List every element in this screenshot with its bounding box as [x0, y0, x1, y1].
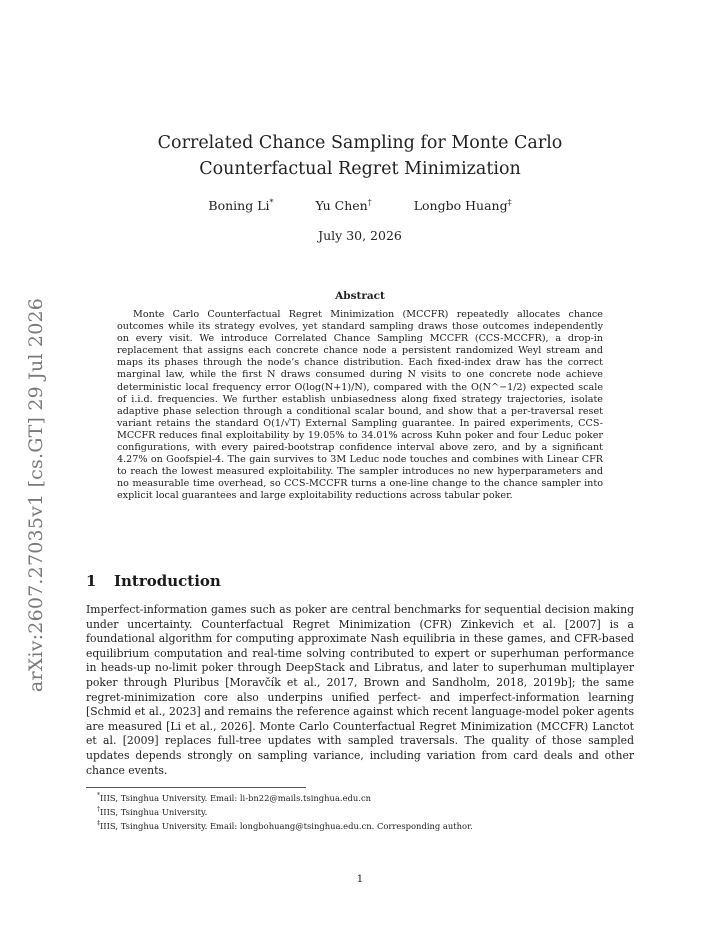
footnote: [97, 790, 617, 804]
author-1: [208, 198, 273, 213]
paper-title: Correlated Chance Sampling for Monte Carlo Counterfactual Regret Minimization: [157, 133, 563, 179]
paper-date: July 30, 2026: [318, 228, 402, 243]
section-title: Introduction: [114, 572, 221, 590]
abstract-text: Monte Carlo Counterfactual Regret Minimization (MCCFR) repeatedly allocates chance outcomes while its strategy evolves, yet standard sampling draws those outcomes independently on every visit. We introduce Correlated Chance Sampling MCCFR (CCS-MCCFR), a drop-in replacement that assigns each concrete chance node a persistent randomized Weyl stream and maps its phases through the node’s chance distribution. Each fixed-index draw has the correct marginal law, while the first N draws consumed during N visits to one concrete node achieve deterministic local frequency error O(log(N+1)/N), compared with the O(N^−1/2) expected scale of i.i.d. frequencies. We further establish unbiasedness along fixed strategy trajectories, isolate adaptive phase selection through a conditional scalar bound, and show that a per-traversal reset variant retains the standard O(1/√T) External Sampling guarantee. In paired experiments, CCS-MCCFR reduces final exploitability by 19.05% to 34.01% across Kuhn poker and four Leduc poker configurations, with every paired-bootstrap confidence interval above zero, and by a significant 4.27% on Goofspiel-4. The gain survives to 3M Leduc node touches and combines with Linear CFR to reach the lowest measured exploitability. The sampler introduces no new hyperparameters and no measurable time overhead, so CCS-MCCFR turns a one-line change to the chance sampler into explicit local guarantees and large exploitability reductions across tabular poker.: [117, 309, 603, 502]
arxiv-sidebar-stamp: [16, 297, 56, 693]
footnote-list: [97, 790, 617, 832]
footnote-text: IIIS, Tsinghua University.: [100, 806, 208, 817]
author-footnote-mark: ‡: [507, 198, 512, 207]
page-number: 1: [356, 873, 364, 885]
footnote: [97, 818, 617, 832]
footnote-text: IIIS, Tsinghua University. Email: longbohuang@tsinghua.edu.cn. Corresponding author.: [100, 820, 473, 831]
introduction-text: Imperfect-information games such as poker are central benchmarks for sequential decision making under uncertainty. Counterfactual Regret Minimization (CFR) Zinkevich et al. [2007] is a foundational algorithm for computing approximate Nash equilibria in these games, and CFR-based equilibrium computation and real-time solving contributed to expert or superhuman performance in heads-up no-limit poker through DeepStack and Libratus, and later to superhuman multiplayer poker through Pluribus [Moravčík et al., 2017, Brown and Sandholm, 2018, 2019b]; the same regret-minimization core also underpins unified perfect- and imperfect-information learning [Schmid et al., 2023] and remains the reference against which recent language-model poker agents are measured [Li et al., 2026]. Monte Carlo Counterfactual Regret Minimization (MCCFR) Lanctot et al. [2009] replaces full-tree updates with sampled traversals. The quality of those sampled updates depends strongly on sampling variance, including variation from card deals and other chance events.: [86, 603, 634, 777]
author-footnote-mark: †: [367, 198, 372, 207]
footnote-text: IIIS, Tsinghua University. Email: li-bn22@mails.tsinghua.edu.cn: [100, 792, 372, 803]
footnote-mark: †: [97, 806, 100, 813]
arxiv-identifier: arXiv:2607.27035v1 [cs.GT] 29 Jul 2026: [25, 297, 47, 693]
section-heading: [86, 572, 634, 590]
author-2: [315, 198, 371, 213]
footnote-mark: *: [97, 792, 100, 799]
abstract-heading: Abstract: [335, 290, 385, 302]
author-footnote-mark: *: [269, 198, 274, 207]
author-name: Yu Chen: [315, 198, 368, 214]
author-name: Longbo Huang: [413, 198, 508, 214]
section-number: 1: [86, 572, 97, 590]
author-3: [414, 198, 512, 213]
footnote-mark: ‡: [97, 820, 100, 827]
author-name: Boning Li: [208, 198, 270, 214]
footnote: [97, 804, 617, 818]
author-list: [0, 198, 720, 213]
footnote-divider: [86, 787, 306, 788]
